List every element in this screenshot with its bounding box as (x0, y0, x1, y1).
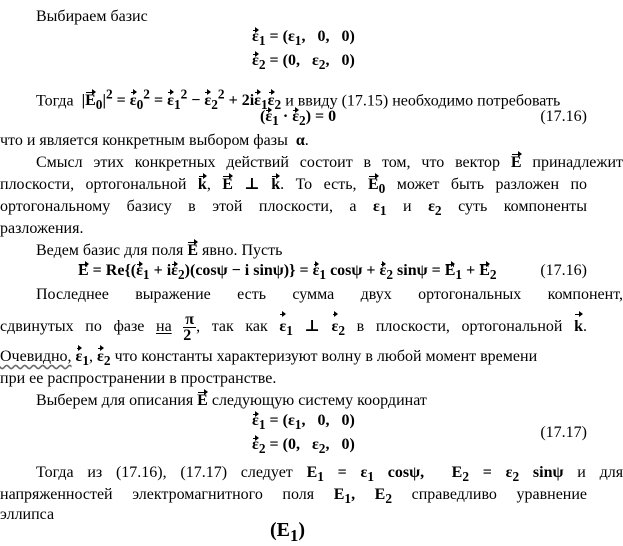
text-line: Ведем базис для поля E явно. Пусть (0, 240, 623, 262)
basis-eq-4: $\varepsilon_2 = (0$, $\varepsilon_2$, 0) (252, 436, 355, 457)
text-line: Очевидно, $\varepsilon_1$, $\varepsilon_2$ что константы характеризуют волну в любой момент времени (0, 348, 538, 369)
text-line: напряженностей электромагнитного поля $E_1$, $E_2$ справедливо уравнение (0, 486, 588, 507)
cropped-equation: $(E_1)$ (270, 519, 305, 545)
text-line: Выбираем базис (36, 8, 148, 25)
text-line: эллипса (0, 506, 55, 523)
text-line: ортогональному базису в этой плоскости, а $\varepsilon_1$ и $\varepsilon_2$ суть компоненты (0, 198, 588, 219)
text-line: разложения. (0, 220, 84, 237)
equation-17-16-a: $(\varepsilon_1 \cdot \varepsilon_2) = 0$ (260, 108, 337, 129)
text-line: Тогда из (17.16), (17.17) следует $E_1 = \varepsilon_1$ cosψ, $E_2 = \varepsilon_2$ sinψ и для (36, 464, 623, 485)
text-line: Смысл этих конкретных действий состоит в том, что вектор E принадлежит (0, 152, 623, 174)
word-then: Тогда (36, 92, 74, 110)
fraction-pi-over-2: $\frac{\pi}{2}$ (183, 311, 195, 344)
text-line: плоскости, ортогональной k, E ⊥ k. То есть, $E_0$ может быть разложен по (0, 176, 588, 197)
text-line-then: Тогда $|E_0|^2 = \varepsilon_0^2 = \varepsilon_1^2 - \varepsilon_2^2 + 2i\varepsilon_1\varepsilon_2$ и ввиду (17.15) необходимо потребовать (36, 87, 561, 113)
equation-number: (17.16) (540, 108, 587, 125)
text-phase: что и является конкретным выбором фазы (0, 132, 288, 149)
text-then-rest: и ввиду (17.15) необходимо потребовать (285, 92, 561, 110)
equation-number: (17.17) (540, 424, 587, 441)
equation-number: (17.16) (540, 262, 587, 279)
basis-eq-1: $\varepsilon_1 = (\varepsilon_1$, 0, 0) (252, 28, 355, 49)
text-line: сдвинутых по фазе на $\frac{\pi}{2}$ , так как $\varepsilon_1$ ⊥ $\varepsilon_2$ в плоскости, ортогональной k. (0, 311, 588, 344)
text-line: при ее распространении в пространстве. (0, 370, 277, 387)
basis-eq-3: $\varepsilon_1 = (\varepsilon_1$, 0, 0) (252, 412, 355, 433)
text-line: Последнее выражение есть сумма двух ортогональных компонент, (36, 286, 623, 303)
text-line: Выберем для описания E следующую систему координат (0, 390, 623, 412)
equation-field: $E = Re\{(\varepsilon_1 + i\varepsilon_2)(\cos\psi - i$ $\sin\psi)\} = \varepsilon_1$ $\cos\psi + \varepsilon_2$ $\sin\psi = E_1 + E_2$ (78, 262, 497, 283)
text-line: что и является конкретным выбором фазы α. (0, 132, 309, 149)
basis-eq-2: $\varepsilon_2 = (0$, $\varepsilon_2$, 0) (252, 52, 355, 73)
